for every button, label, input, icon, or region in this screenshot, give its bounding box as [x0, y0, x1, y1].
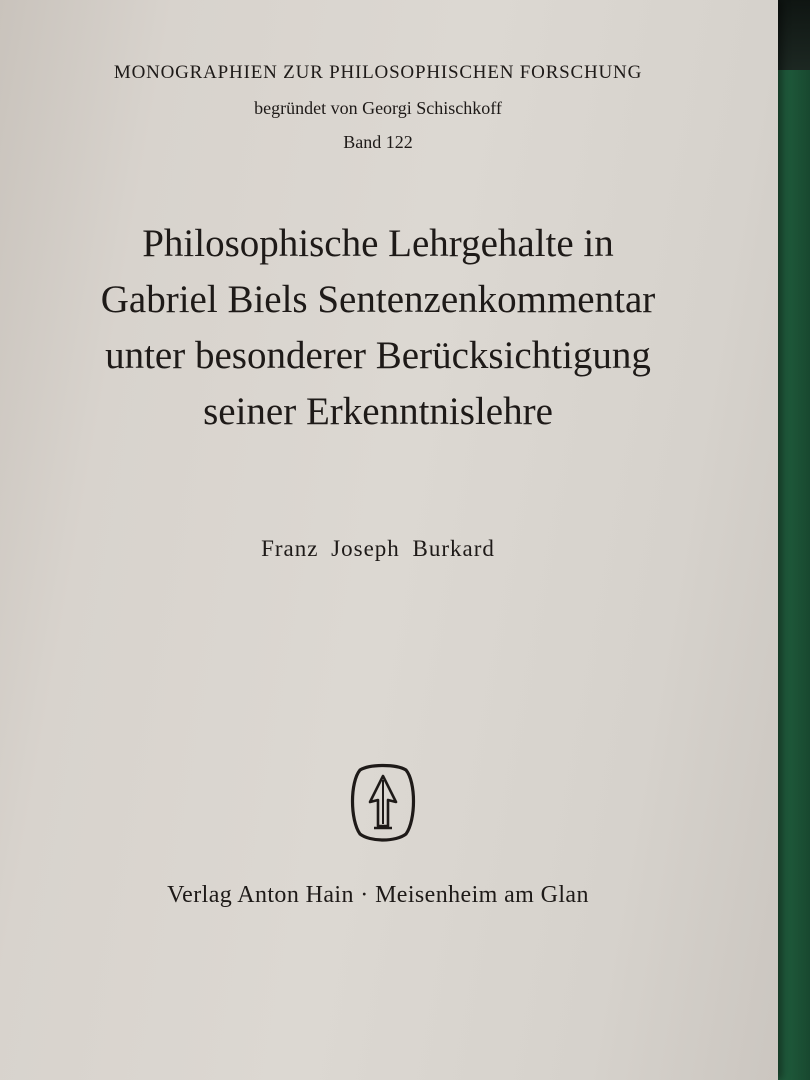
series-name: MONOGRAPHIEN ZUR PHILOSOPHISCHEN FORSCHUNG: [113, 62, 643, 83]
book-title-line-4: seiner Erkenntnislehre: [203, 390, 553, 433]
volume-number: Band 122: [343, 132, 413, 152]
book-title-line-2: Gabriel Biels Sentenzenkommentar: [100, 278, 656, 321]
publisher-line: Verlag Anton Hain · Meisenheim am Glan: [167, 882, 589, 908]
book-title-line-1: Philosophische Lehrgehalte in: [142, 222, 614, 265]
series-founder: begründet von Georgi Schischkoff: [254, 98, 502, 118]
arrow-emblem-icon: [346, 762, 420, 844]
author-name: Franz Joseph Burkard: [261, 536, 495, 561]
book-title-line-3: unter besonderer Berücksichtigung: [105, 334, 651, 377]
